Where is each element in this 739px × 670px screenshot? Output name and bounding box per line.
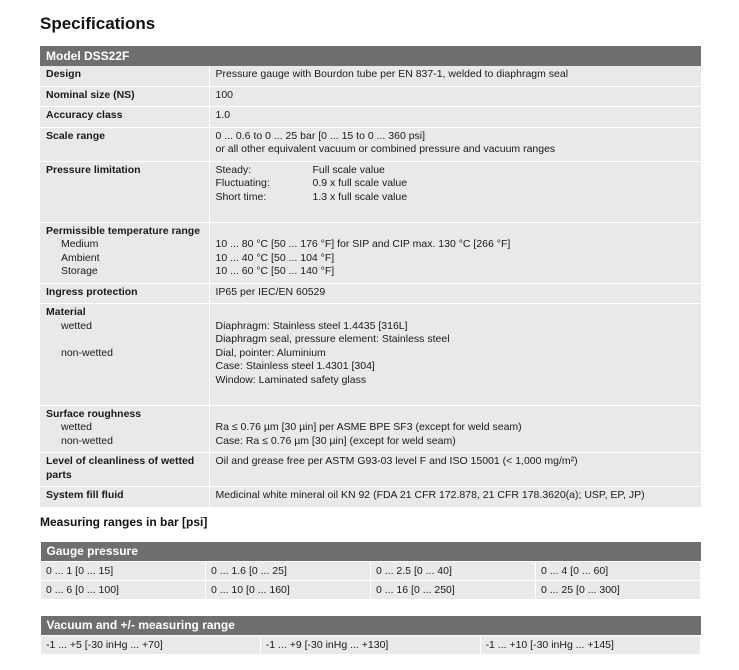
spec-key-label: Material: [46, 306, 86, 318]
pressure-limit-row: [216, 191, 696, 205]
spec-value: 1.0: [209, 107, 701, 128]
spec-sub-label: Medium: [61, 238, 99, 250]
pressure-limit-label: Fluctuating:: [215, 177, 270, 189]
pressure-limit-value: 1.3 x full scale value: [312, 190, 408, 203]
spec-key: Nominal size (NS): [40, 86, 209, 107]
spec-key: System fill fluid: [40, 487, 209, 508]
spec-value-line: Dial, pointer: Aluminium: [215, 346, 326, 359]
pressure-limit-row: [216, 177, 696, 191]
spec-value-line: Ra ≤ 0.76 µm [30 µin] per ASME BPE SF3 (except for weld seam): [215, 421, 522, 433]
spec-row-ingress: [40, 283, 701, 304]
spec-value: IP65 per IEC/EN 60529: [209, 283, 701, 304]
spec-value: [209, 304, 701, 406]
spec-sub-label: Storage: [61, 265, 98, 277]
gauge-pressure-header: Gauge pressure: [41, 542, 701, 561]
spec-value-line: 10 ... 60 °C [50 ... 140 °F]: [215, 265, 335, 277]
page-title: Specifications: [40, 14, 156, 33]
range-cell: 0 ... 6 [0 ... 100]: [41, 580, 206, 599]
model-header: Model DSS22F: [40, 46, 701, 66]
spec-value-line: 0 ... 0.6 to 0 ... 25 bar [0 ... 15 to 0 ... 360 psi]: [215, 129, 426, 142]
spec-value: 100: [209, 86, 701, 107]
range-cell: 0 ... 1.6 [0 ... 25]: [206, 561, 371, 580]
spec-value-line: 10 ... 80 °C [50 ... 176 °F] for SIP and CIP max. 130 °C [266 °F]: [215, 238, 511, 250]
spec-value: Oil and grease free per ASTM G93-03 level F and ISO 15001 (< 1,000 mg/m²): [209, 453, 701, 487]
spec-key: Ingress protection: [40, 283, 209, 304]
range-cell: 0 ... 1 [0 ... 15]: [41, 561, 206, 580]
range-cell: 0 ... 2.5 [0 ... 40]: [371, 561, 536, 580]
spec-sub-label: wetted: [61, 421, 92, 433]
pressure-limit-row: [216, 164, 696, 178]
spec-row-fill-fluid: [40, 487, 701, 508]
spec-value: [209, 161, 701, 222]
vacuum-range-table: [40, 616, 701, 655]
range-cell: -1 ... +5 [-30 inHg ... +70]: [41, 635, 261, 654]
pressure-limit-label: Short time:: [215, 190, 267, 203]
spec-value-line: Window: Laminated safety glass: [215, 373, 367, 386]
spec-row-pressure-limitation: [40, 161, 701, 222]
table-row: [41, 561, 701, 580]
spec-key: Pressure limitation: [40, 161, 209, 222]
pressure-limit-label: Steady:: [215, 163, 252, 176]
spec-sub-label: Ambient: [61, 251, 100, 264]
spec-value-line: 10 ... 40 °C [50 ... 104 °F]: [215, 251, 335, 264]
spec-key: Design: [40, 66, 209, 86]
pressure-limit-value: 0.9 x full scale value: [312, 177, 408, 189]
spec-value: Medicinal white mineral oil KN 92 (FDA 21 CFR 172.878, 21 CFR 178.3620(a); USP, EP, JP): [209, 487, 701, 508]
spec-value: Pressure gauge with Bourdon tube per EN 837-1, welded to diaphragm seal: [209, 66, 701, 86]
spec-key: Scale range: [40, 127, 209, 161]
spec-sub-label: non-wetted: [61, 346, 113, 359]
spec-value: [209, 222, 701, 283]
spec-value-line: Case: Stainless steel 1.4301 [304]: [215, 360, 375, 372]
range-cell: 0 ... 25 [0 ... 300]: [536, 580, 701, 599]
spec-sub-label: non-wetted: [61, 434, 113, 447]
vacuum-range-header: Vacuum and +/- measuring range: [41, 616, 701, 635]
range-cell: -1 ... +9 [-30 inHg ... +130]: [260, 635, 480, 654]
specifications-table: [40, 46, 701, 508]
pressure-limit-value: Full scale value: [312, 163, 385, 176]
spec-row-surface-roughness: [40, 405, 701, 453]
spec-sub-label: wetted: [61, 319, 92, 332]
spec-row-temperature: [40, 222, 701, 283]
spec-key: [40, 222, 209, 283]
range-cell: -1 ... +10 [-30 inHg ... +145]: [480, 635, 700, 654]
spec-key-label: Permissible temperature range: [46, 224, 201, 237]
spec-row-material: [40, 304, 701, 406]
spec-value: [209, 127, 701, 161]
table-row: [41, 635, 701, 654]
spec-row-nominal-size: [40, 86, 701, 107]
spec-value-line: Diaphragm seal, pressure element: Stainless steel: [215, 333, 450, 345]
spec-row-cleanliness: [40, 453, 701, 487]
spec-row-accuracy: [40, 107, 701, 128]
spec-value-line: or all other equivalent vacuum or combined pressure and vacuum ranges: [215, 143, 556, 155]
table-row: [41, 580, 701, 599]
gauge-pressure-table: [40, 542, 701, 600]
spec-key: Accuracy class: [40, 107, 209, 128]
measuring-ranges-title: Measuring ranges in bar [psi]: [40, 515, 208, 529]
spec-value-line: Diaphragm: Stainless steel 1.4435 [316L]: [215, 319, 408, 332]
spec-value-line: Case: Ra ≤ 0.76 µm [30 µin] (except for weld seam): [215, 434, 456, 447]
spec-row-design: [40, 66, 701, 86]
spec-key: [40, 304, 209, 406]
spec-row-scale-range: [40, 127, 701, 161]
range-cell: 0 ... 4 [0 ... 60]: [536, 561, 701, 580]
spec-value: [209, 405, 701, 453]
range-cell: 0 ... 10 [0 ... 160]: [206, 580, 371, 599]
spec-key: Level of cleanliness of wetted parts: [40, 453, 209, 487]
spec-key: [40, 405, 209, 453]
range-cell: 0 ... 16 [0 ... 250]: [371, 580, 536, 599]
spec-key-label: Surface roughness: [46, 407, 142, 420]
